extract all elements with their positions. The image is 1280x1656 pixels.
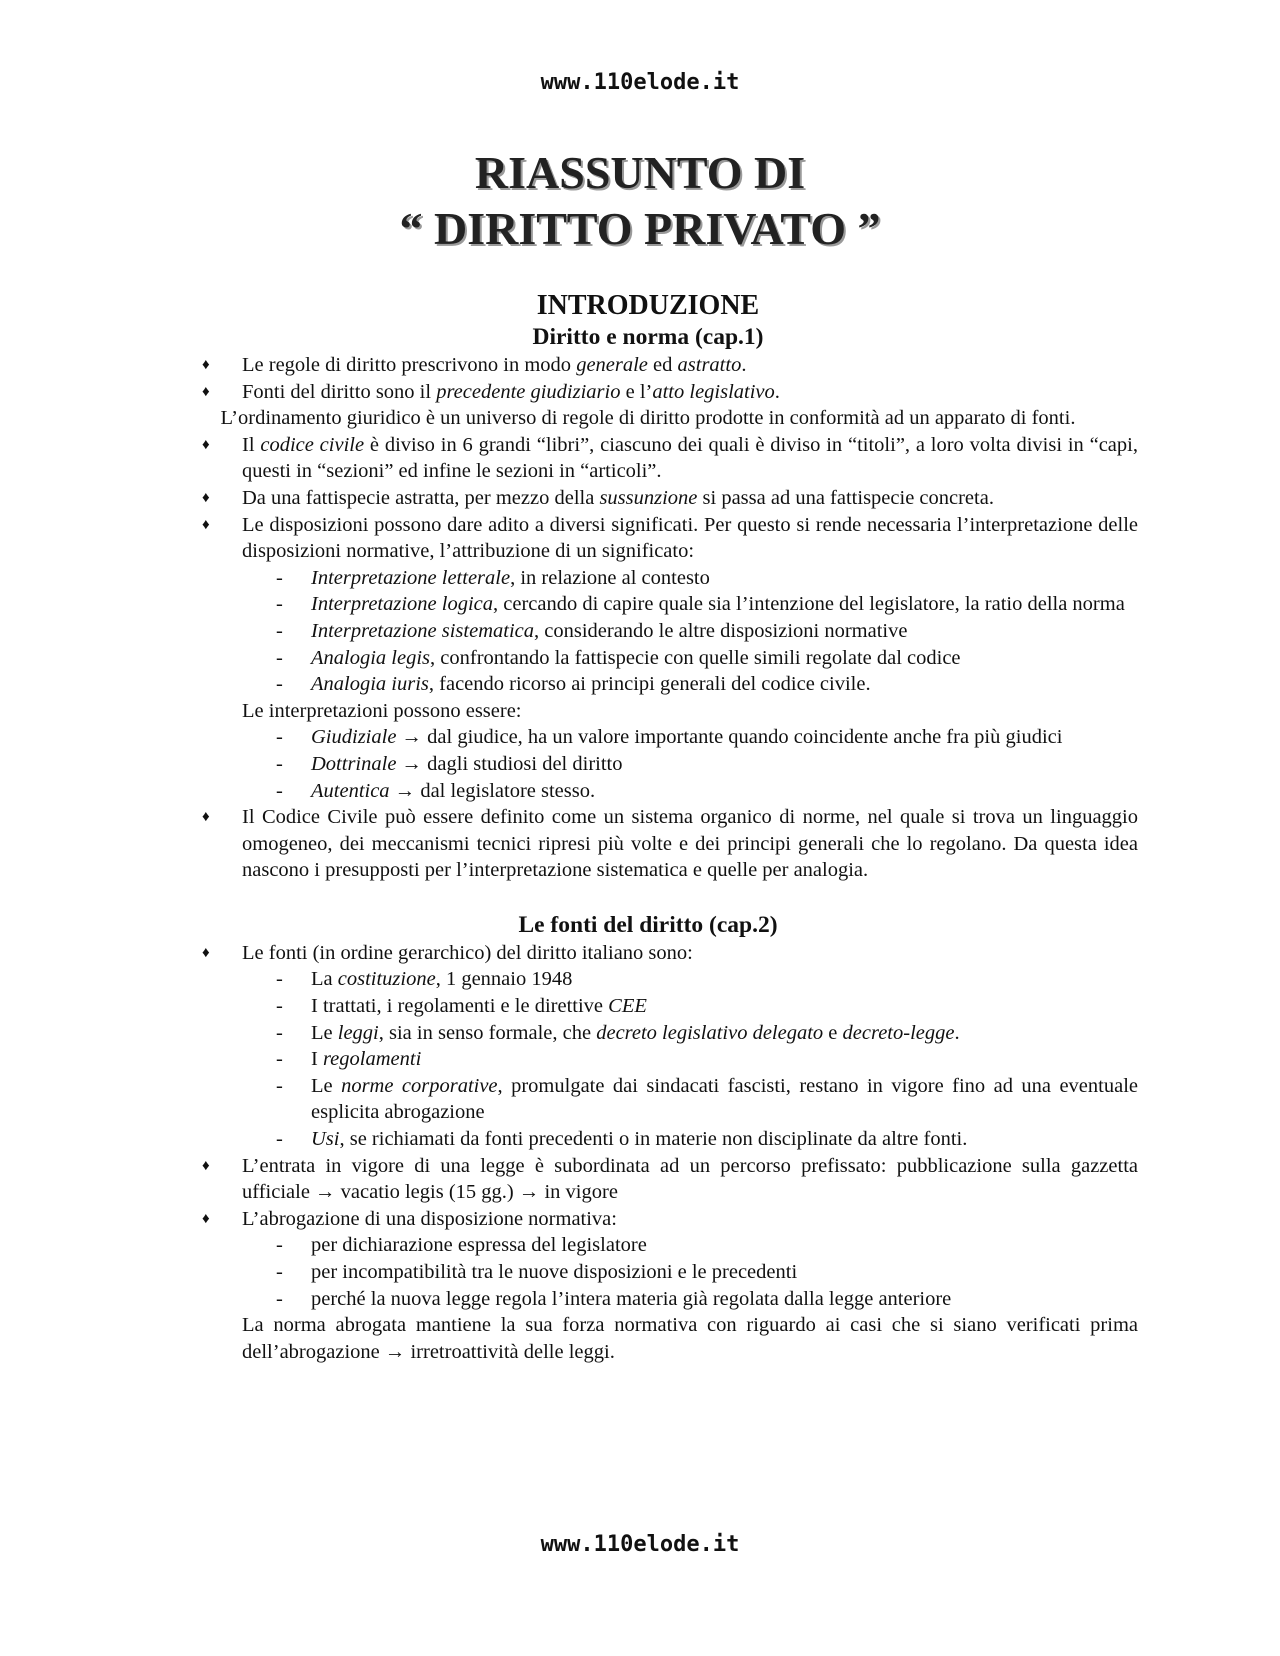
dash-item: - Usi, se richiamati da fonti precedenti o in materie non disciplinate da altre fonti. <box>158 1126 1138 1153</box>
arrow-right-icon: → <box>401 752 423 775</box>
dash-bullet: - <box>276 1128 283 1151</box>
dash-bullet: - <box>276 779 283 802</box>
dash-bullet: - <box>276 968 283 991</box>
section-heading-diritto-e-norma: Diritto e norma (cap.1) <box>532 324 764 350</box>
dash-item: - Autentica → dal legislatore stesso. <box>158 778 1138 805</box>
dash-item: - Dottrinale → dagli studiosi del diritto <box>158 751 1138 778</box>
dash-bullet: - <box>276 1074 283 1097</box>
header-url[interactable]: www.110elode.it <box>540 70 740 95</box>
paragraph-norma-abrogata: La norma abrogata mantiene la sua forza normativa con riguardo ai casi che si siano verificati prima dell’abrogazione → irretroattività delle leggi. <box>242 1314 1138 1363</box>
dash-item: - Le norme corporative, promulgate dai sindacati fascisti, restano in vigore fino ad una eventuale esplicita abrogazione <box>276 1074 1138 1124</box>
dash-item: - per dichiarazione espressa del legislatore <box>158 1232 1138 1259</box>
intro-heading: INTRODUZIONE <box>536 290 760 321</box>
arrow-right-icon: → <box>394 779 416 802</box>
interpretations-intro: Le interpretazioni possono essere: <box>242 699 522 722</box>
document-body <box>158 290 1138 1365</box>
diamond-bullet-icon: ♦ <box>202 1210 210 1227</box>
title-line-1: RIASSUNTO DI <box>474 147 806 198</box>
dash-item: - Analogia iuris, facendo ricorso ai principi generali del codice civile. <box>158 671 1138 698</box>
dash-bullet: - <box>276 995 283 1018</box>
diamond-bullet-icon: ♦ <box>202 516 210 533</box>
dash-item: - I regolamenti <box>158 1046 1138 1073</box>
dash-item: - per incompatibilità tra le nuove disposizioni e le precedenti <box>158 1259 1138 1286</box>
bullet-item: ♦ L’entrata in vigore di una legge è subordinata ad un percorso prefissato: pubblicazione sulla gazzetta ufficiale → vacatio legis (15 gg.) → in vigore <box>202 1154 1138 1204</box>
diamond-bullet-icon: ♦ <box>202 357 210 373</box>
dash-bullet: - <box>276 1234 283 1257</box>
dash-item: - Interpretazione logica, cercando di capire quale sia l’intenzione del legislatore, la ratio della norma <box>158 591 1138 618</box>
bullet-item: ♦ Le disposizioni possono dare adito a diversi significati. Per questo si rende necessaria l’interpretazione delle disposizioni normative, l’attribuzione di un significato: <box>202 513 1138 563</box>
bullet-item: ♦ Le fonti (in ordine gerarchico) del diritto italiano sono: <box>158 940 1138 967</box>
paragraph-ordinamento: L’ordinamento giuridico è un universo di regole di diritto prodotte in conformità ad un apparato di fonti. <box>220 407 1076 430</box>
title-line-2: “ DIRITTO PRIVATO ” <box>399 203 881 254</box>
arrow-right-icon: → <box>315 1181 336 1204</box>
dash-bullet: - <box>276 1261 283 1283</box>
dash-bullet: - <box>276 593 283 616</box>
dash-bullet: - <box>276 752 283 775</box>
dash-bullet: - <box>276 1021 283 1044</box>
dash-item: - Interpretazione letterale, in relazione al contesto <box>158 565 1138 592</box>
dash-item: - Analogia legis, confrontando la fattispecie con quelle simili regolate dal codice <box>158 645 1138 672</box>
document-title <box>0 145 1280 257</box>
arrow-right-icon: → <box>518 1181 540 1204</box>
section-heading-fonti: Le fonti del diritto (cap.2) <box>518 911 778 938</box>
diamond-bullet-icon: ♦ <box>202 809 210 826</box>
dash-item: - La costituzione, 1 gennaio 1948 <box>158 966 1138 993</box>
dash-item: - I trattati, i regolamenti e le direttive CEE <box>158 993 1138 1020</box>
bullet-item: ♦ Il Codice Civile può essere definito come un sistema organico di norme, nel quale si trova un linguaggio omogeneo, dei meccanismi tecnici ripresi più volte e dei principi generali che lo regolano. Da questa idea nascono i presupposti per l’interpretazione sistematica e quelle per analogia. <box>202 806 1138 882</box>
dash-item: - Interpretazione sistematica, considerando le altre disposizioni normative <box>158 618 1138 645</box>
dash-bullet: - <box>276 1048 283 1071</box>
diamond-bullet-icon: ♦ <box>202 383 210 400</box>
arrow-right-icon: → <box>384 1340 406 1363</box>
dash-bullet: - <box>276 1287 283 1310</box>
diamond-bullet-icon: ♦ <box>202 1157 210 1174</box>
bullet-item: ♦ Le regole di diritto prescrivono in modo generale ed astratto. <box>158 352 1138 379</box>
bullet-item: ♦ Il codice civile è diviso in 6 grandi “libri”, ciascuno dei quali è diviso in “titoli”, a loro volta divisi in “capi, questi in “sezioni” ed infine le sezioni in “articoli”. <box>202 433 1138 483</box>
diamond-bullet-icon: ♦ <box>202 944 210 961</box>
dash-item: - Le leggi, sia in senso formale, che decreto legislativo delegato e decreto-legge. <box>158 1020 1138 1047</box>
dash-bullet: - <box>276 673 283 696</box>
dash-bullet: - <box>276 726 283 749</box>
dash-item: - perché la nuova legge regola l’intera materia già regolata dalla legge anteriore <box>158 1286 1138 1313</box>
arrow-right-icon: → <box>401 726 423 749</box>
bullet-item: ♦ Da una fattispecie astratta, per mezzo della sussunzione si passa ad una fattispecie concreta. <box>158 485 1138 512</box>
diamond-bullet-icon: ♦ <box>202 436 210 453</box>
footer-url[interactable]: www.110elode.it <box>540 1532 740 1557</box>
dash-item: - Giudiziale → dal giudice, ha un valore importante quando coincidente anche fra più giudici <box>158 724 1138 751</box>
diamond-bullet-icon: ♦ <box>202 489 210 506</box>
dash-bullet: - <box>276 619 283 642</box>
dash-bullet: - <box>276 566 283 589</box>
bullet-item: ♦ L’abrogazione di una disposizione normativa: <box>158 1206 1138 1233</box>
bullet-item: ♦ Fonti del diritto sono il precedente giudiziario e l’atto legislativo. <box>158 379 1138 406</box>
dash-bullet: - <box>276 646 283 669</box>
